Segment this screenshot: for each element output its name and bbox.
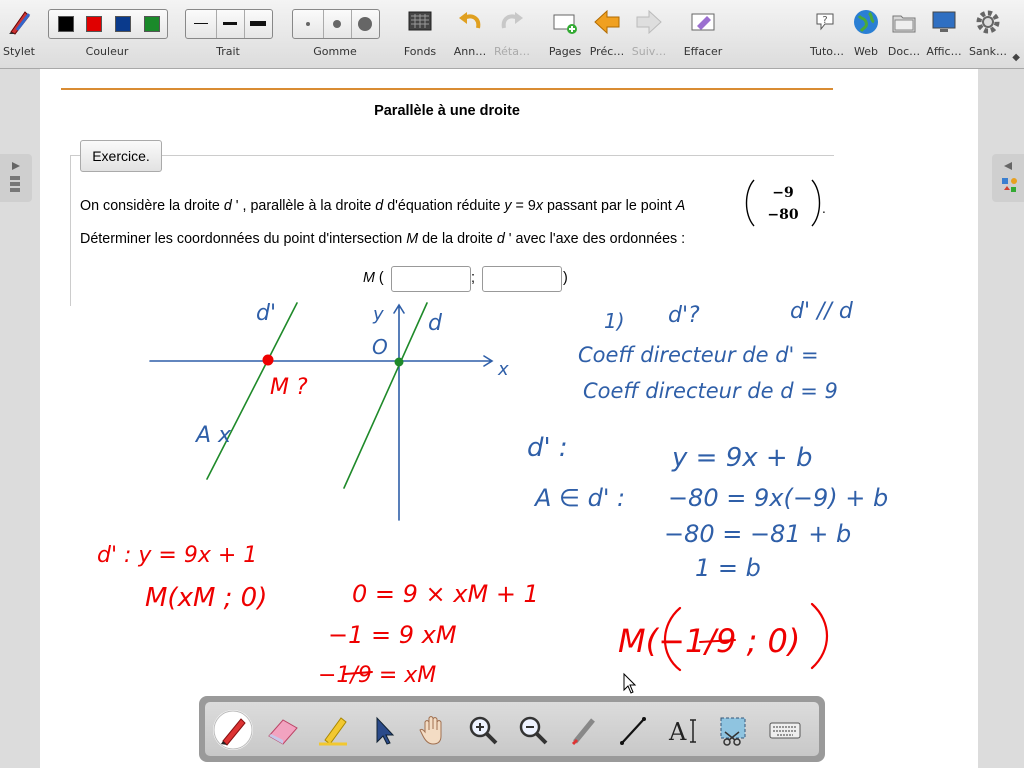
stroke-options (185, 9, 273, 39)
background-button[interactable] (398, 0, 442, 68)
palette-capture-button[interactable] (713, 710, 753, 750)
exercise-button[interactable]: Exercice. (80, 140, 162, 172)
eraser-icon (263, 710, 303, 750)
display-button[interactable] (924, 0, 964, 68)
hw-graph-A: A x (196, 423, 232, 448)
main-toolbar (0, 0, 1024, 69)
tool-palette (199, 696, 825, 762)
globe-icon (852, 8, 880, 36)
palette-zoom-in-button[interactable] (463, 710, 503, 750)
color-swatches (48, 9, 168, 39)
sankore-label: Sank… (968, 45, 1008, 58)
statement-point-A: A (675, 198, 686, 214)
eraser-large-button[interactable] (351, 10, 378, 38)
hw-result: M(−1/9 ; 0) (618, 622, 801, 660)
stroke-medium-button[interactable] (216, 10, 243, 38)
stroke-thin-button[interactable] (188, 10, 214, 38)
pen-label: Stylet (3, 45, 35, 58)
laser-pointer-icon (563, 710, 603, 750)
statement-text: , parallèle à la droite (242, 198, 372, 214)
pages-label: Pages (548, 45, 582, 58)
statement-text: d'équation réduite (387, 198, 501, 214)
color-group (46, 0, 168, 68)
web-label: Web (854, 45, 878, 58)
background-icon (406, 8, 434, 36)
point-A-x: −9 (772, 185, 794, 201)
hw-coeff-d: Coeff directeur de d = 9 (583, 379, 838, 403)
statement-M: M (406, 231, 419, 247)
clear-button[interactable] (680, 0, 726, 68)
zoom-out-icon (513, 710, 553, 750)
color-swatch-red[interactable] (86, 16, 102, 32)
statement-eq-x: x (535, 198, 543, 214)
library-icon (0, 154, 32, 202)
folder-icon (890, 8, 918, 36)
hw-q1-d: d'? (668, 303, 700, 328)
pen-icon (213, 710, 253, 750)
statement-period: . (822, 202, 826, 216)
tools-icon (992, 154, 1024, 202)
documents-label: Doc… (887, 45, 921, 58)
palette-eraser-button[interactable] (263, 710, 303, 750)
undo-icon (456, 8, 484, 36)
statement-text: passant par le point (546, 198, 672, 214)
eraser-options (292, 9, 380, 39)
palette-pen-button[interactable] (213, 710, 253, 750)
hw-red-M: M(xM ; 0) (145, 583, 268, 613)
right-dock-tab[interactable] (992, 154, 1024, 202)
tutorial-icon (813, 8, 841, 36)
left-dock-tab[interactable] (0, 154, 32, 202)
add-page-icon (551, 8, 579, 36)
statement-d-prime: d (496, 231, 505, 247)
stroke-label: Trait (216, 45, 240, 58)
hw-graph-dprime: d' (256, 301, 277, 326)
eraser-group (290, 0, 380, 68)
palette-text-button[interactable] (663, 710, 703, 750)
gear-icon (974, 8, 1002, 36)
palette-select-button[interactable] (363, 710, 403, 750)
statement-eq-y: y (504, 198, 512, 214)
hw-eq-label: d' : (527, 433, 568, 463)
pen-icon (5, 8, 33, 36)
color-swatch-green[interactable] (144, 16, 160, 32)
sankore-button[interactable] (966, 0, 1010, 68)
documents-button[interactable] (884, 0, 924, 68)
arrow-pointer-icon (363, 710, 403, 750)
arrow-left-icon (593, 8, 621, 36)
stroke-group (183, 0, 273, 68)
statement-text: Déterminer les coordonnées du point d'intersection (80, 231, 403, 247)
hw-red-eq2: 0 = 9 × xM + 1 (352, 580, 539, 608)
eraser-label: Gomme (313, 45, 357, 58)
color-label: Couleur (85, 45, 129, 58)
previous-page-button[interactable] (587, 0, 627, 68)
exercise-title: Parallèle à une droite (374, 103, 520, 119)
answer-separator: ; (471, 270, 475, 286)
hw-q1-parallel: d' // d (790, 299, 853, 324)
redo-icon (498, 8, 526, 36)
hw-A-in-dprime: A ∈ d' : (535, 484, 626, 512)
web-button[interactable] (846, 0, 886, 68)
hw-q1: 1) (604, 309, 625, 333)
display-label: Affic… (926, 45, 962, 58)
previous-label: Préc… (589, 45, 625, 58)
statement-text: de la droite (422, 231, 493, 247)
hw-red-eq4: −1/9 = xM (318, 663, 437, 688)
answer-x-input[interactable] (391, 266, 471, 292)
hw-calc-1: −80 = 9x(−9) + b (668, 484, 889, 512)
statement-prime: ' (508, 231, 512, 247)
hw-coeff-dprime: Coeff directeur de d' = (578, 343, 819, 367)
statement-d: d (375, 198, 384, 214)
answer-close-paren: ) (563, 270, 568, 286)
highlighter-icon (313, 710, 353, 750)
hw-graph-x: x (498, 359, 509, 380)
answer-M: M (363, 270, 375, 286)
hw-calc-3: 1 = b (695, 554, 761, 582)
tutorial-button[interactable] (807, 0, 847, 68)
exercise-statement-line1 (80, 198, 685, 214)
monitor-icon (930, 8, 958, 36)
palette-hand-button[interactable] (413, 710, 453, 750)
svg-text:A: A (669, 718, 687, 746)
pen-tool[interactable] (0, 0, 38, 68)
keyboard-icon (765, 710, 805, 750)
hw-red-line-eq: d' : y = 9x + 1 (97, 543, 258, 568)
palette-laser-button[interactable] (563, 710, 603, 750)
hw-calc-2: −80 = −81 + b (664, 520, 852, 548)
clear-icon (689, 8, 717, 36)
svg-text:?: ? (822, 15, 828, 26)
hw-graph-M: M ? (270, 375, 308, 400)
hw-red-eq3: −1 = 9 xM (328, 621, 457, 649)
eraser-small-button[interactable] (295, 10, 321, 38)
menu-arrow-icon[interactable]: ◆ (1012, 52, 1020, 63)
color-swatch-black[interactable] (58, 16, 74, 32)
statement-d-prime: d (223, 198, 232, 214)
palette-zoom-out-button[interactable] (513, 710, 553, 750)
hw-eq: y = 9x + b (672, 443, 813, 473)
text-icon (663, 710, 703, 750)
statement-prime: ' (235, 198, 239, 214)
answer-M-label (363, 270, 384, 286)
tool-palette-inner (205, 702, 819, 756)
palette-keyboard-button[interactable] (765, 710, 805, 750)
palette-highlighter-button[interactable] (313, 710, 353, 750)
point-A-y: −80 (767, 207, 799, 223)
answer-y-input[interactable] (482, 266, 562, 292)
statement-text: avec l'axe des ordonnées : (515, 231, 686, 247)
hw-graph-O: O (372, 335, 388, 359)
exercise-header-rule (61, 88, 833, 90)
eraser-medium-button[interactable] (323, 10, 350, 38)
clear-label: Effacer (683, 45, 723, 58)
next-label: Suiv… (631, 45, 667, 58)
palette-line-button[interactable] (613, 710, 653, 750)
hw-graph-d: d (428, 311, 442, 336)
tutorial-label: Tuto… (809, 45, 845, 58)
undo-label: Ann… (453, 45, 487, 58)
statement-eq-mid: = 9 (515, 198, 536, 214)
capture-icon (713, 710, 753, 750)
undo-button[interactable] (450, 0, 490, 68)
stroke-thick-button[interactable] (244, 10, 271, 38)
exercise-statement-line2 (80, 231, 685, 247)
point-A-vector (740, 177, 830, 229)
hand-icon (413, 710, 453, 750)
answer-open-paren: ( (378, 270, 384, 286)
hw-graph-y: y (373, 304, 384, 325)
redo-button[interactable] (492, 0, 532, 68)
pages-button[interactable] (545, 0, 585, 68)
line-icon (613, 710, 653, 750)
background-label: Fonds (403, 45, 437, 58)
arrow-right-icon (635, 8, 663, 36)
zoom-in-icon (463, 710, 503, 750)
next-page-button[interactable] (629, 0, 669, 68)
statement-text: On considère la droite (80, 198, 220, 214)
color-swatch-blue[interactable] (115, 16, 131, 32)
redo-label: Réta… (494, 45, 530, 58)
